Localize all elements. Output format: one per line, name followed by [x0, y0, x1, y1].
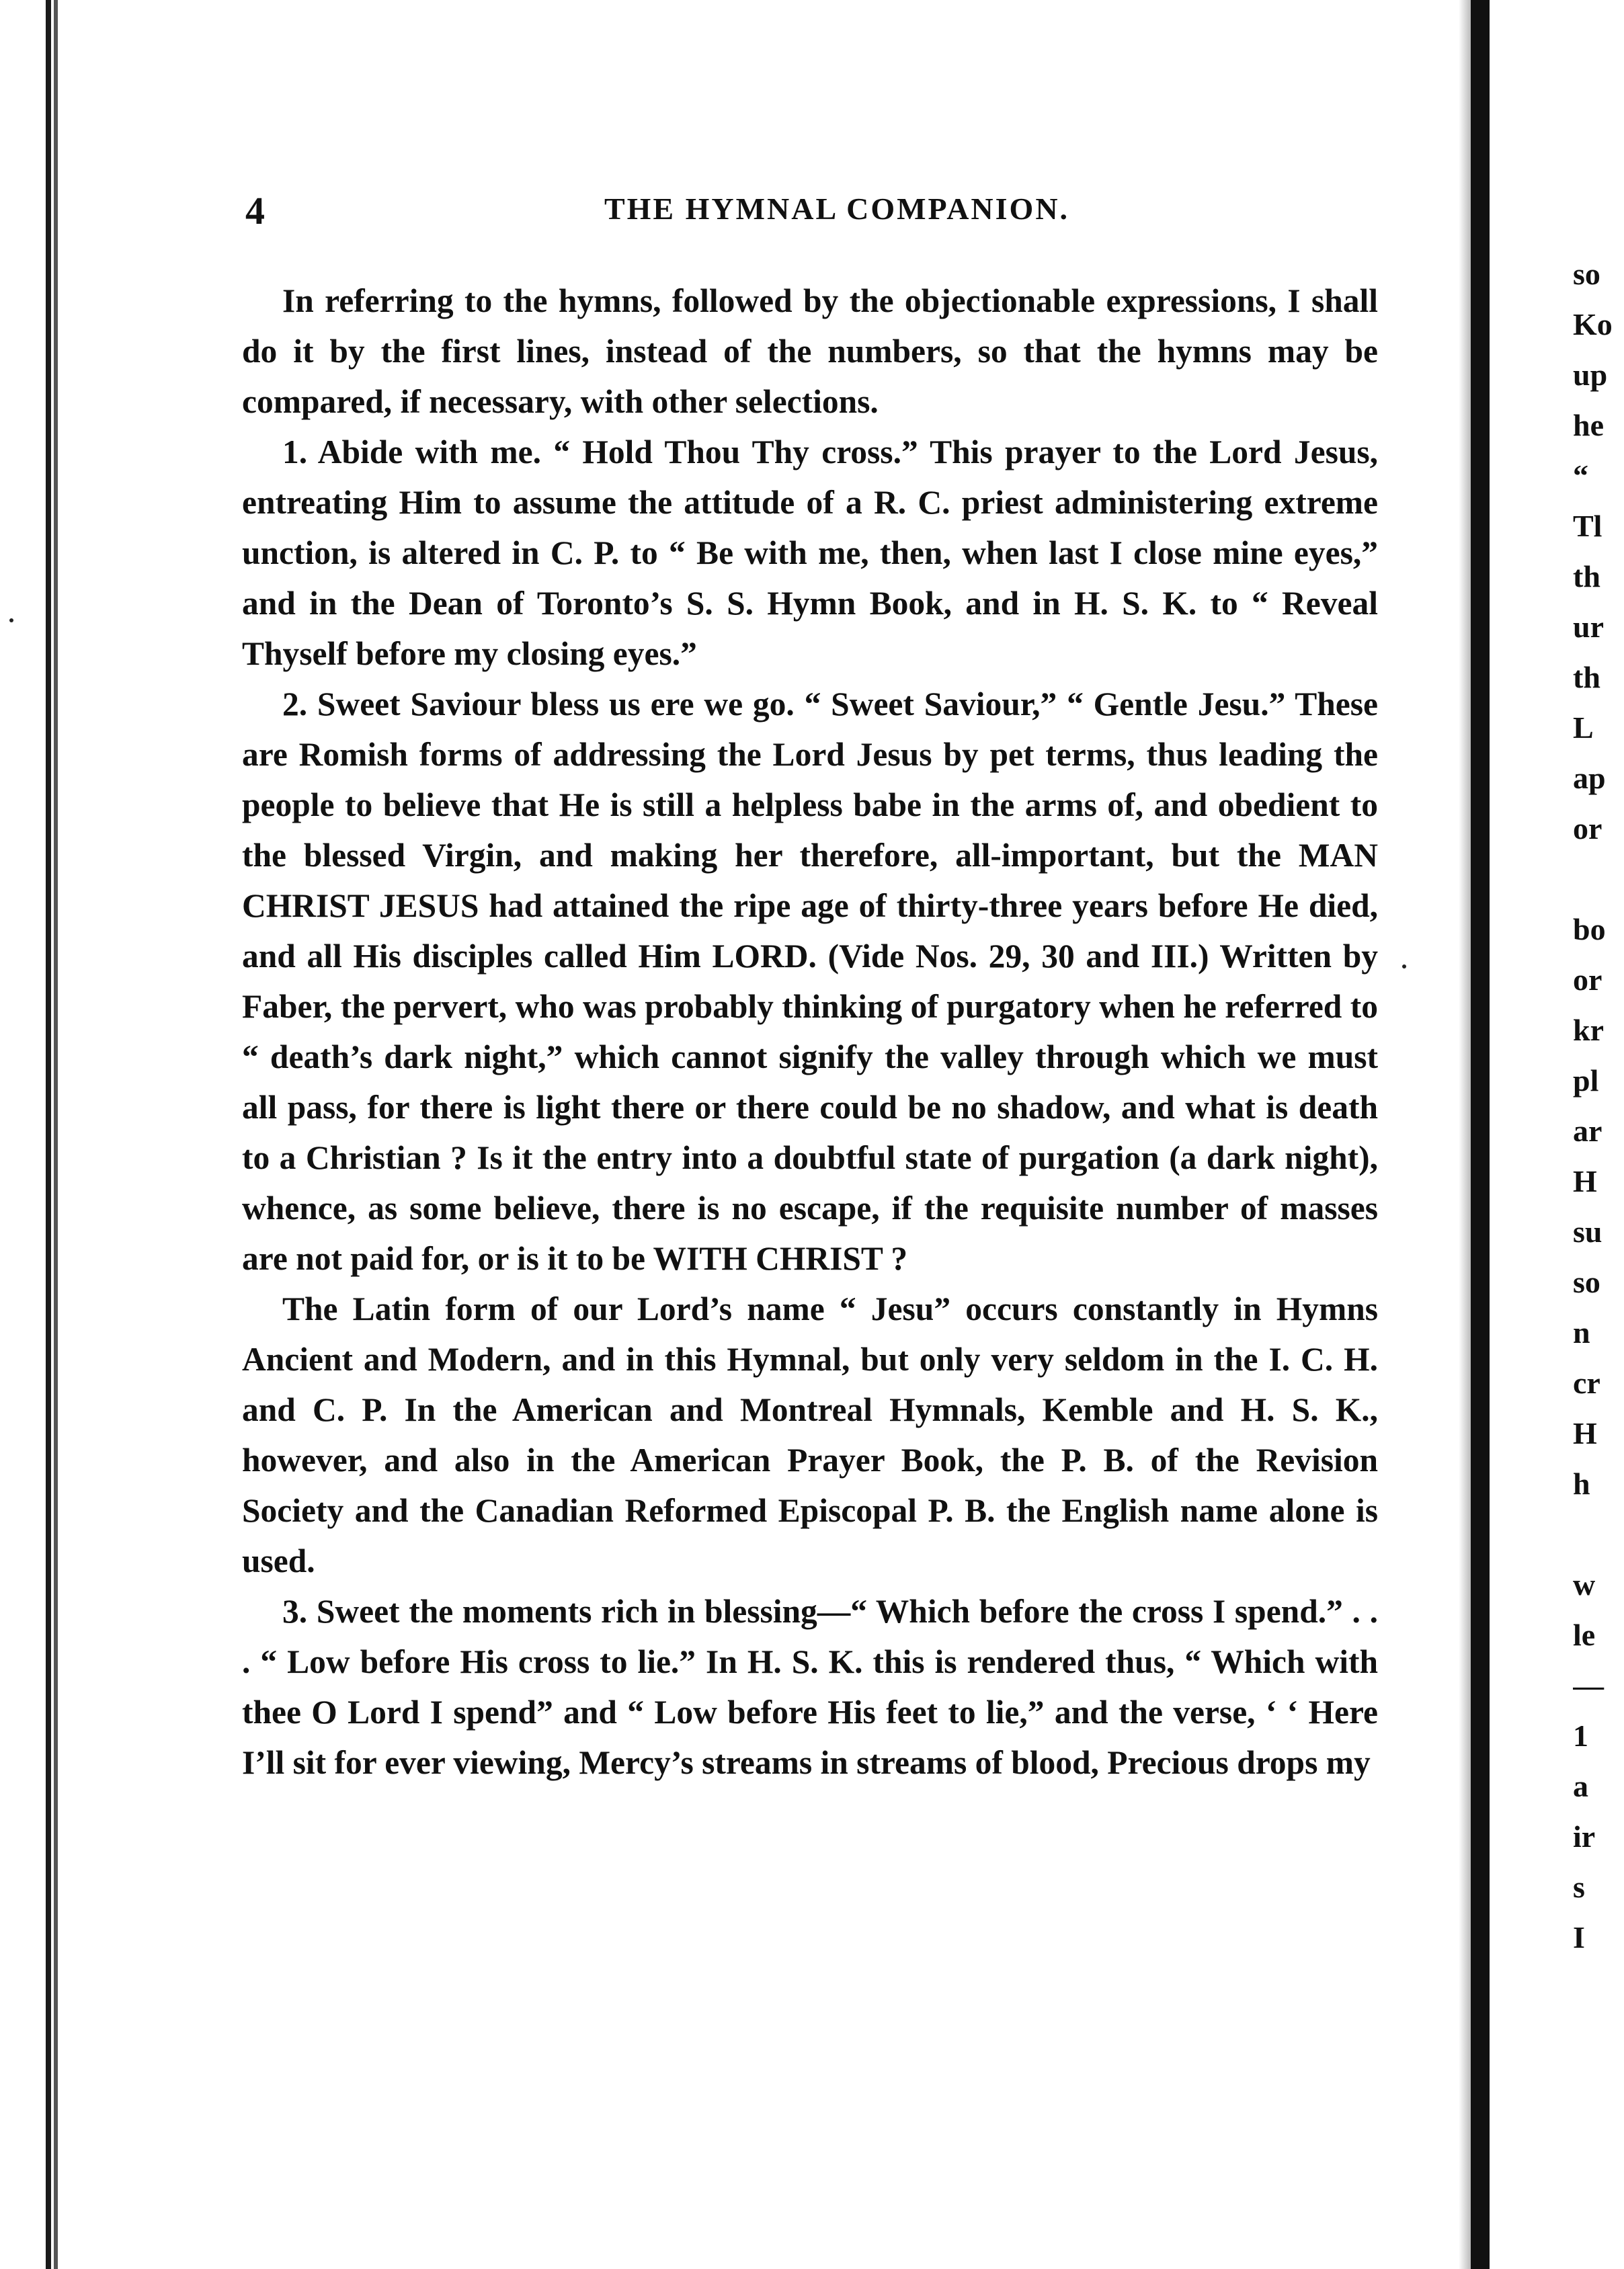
fragment-line: or: [1573, 962, 1602, 997]
fragment-line: s: [1573, 1870, 1585, 1904]
fragment-line: le: [1573, 1618, 1596, 1652]
paragraph-latin-form: The Latin form of our Lord’s name “ Jesu” occurs constantly in Hymns Ancient and Modern, and in this Hymnal, but only very seldom in the I. C. H. and C. P. In the American and Montreal Hymnals, Kemble and H. S. K., however, and also in the American Prayer Book, the P. B. of the Revision Society and the Canadian Reformed Episcopal P. B. the English name alone is used.: [242, 1290, 1378, 1579]
facing-page-fragments: [1573, 249, 1624, 1963]
fragment-line: “: [1573, 458, 1588, 493]
fragment-line: 1: [1573, 1719, 1588, 1753]
fragment-line: ar: [1573, 1114, 1602, 1148]
fragment-line: kr: [1573, 1013, 1604, 1047]
fragment-line: L: [1573, 710, 1594, 745]
scan-speck: [9, 618, 13, 622]
book-gutter: [1471, 0, 1490, 2269]
body-text: [242, 276, 1378, 1788]
paragraph-hymn-3: 3. Sweet the moments rich in blessing—“ Which before the cross I spend.” . . . “ Low before His cross to lie.” In H. S. K. this is rendered thus, “ Which with thee O Lord I spend” and “ Low before His feet to lie,” and the verse, ‘ ‘ Here I’ll sit for ever viewing, Mercy’s streams in streams of blood, Precious drops my: [242, 1593, 1378, 1781]
fragment-line: Ko: [1573, 307, 1613, 341]
scan-speck: [1402, 964, 1406, 968]
page-header: [242, 181, 1378, 242]
fragment-line: so: [1573, 257, 1600, 291]
running-head: THE HYMNAL COMPANION.: [604, 192, 1070, 226]
left-page-edge-line: [46, 0, 51, 2269]
fragment-line: ap: [1573, 761, 1606, 795]
scan-left-margin: [0, 0, 15, 2269]
fragment-line: w: [1573, 1567, 1596, 1602]
fragment-line: or: [1573, 811, 1602, 845]
fragment-line: th: [1573, 660, 1600, 694]
gutter-shadow: [1459, 0, 1471, 2269]
fragment-line: —: [1573, 1668, 1604, 1702]
fragment-line: up: [1573, 358, 1608, 392]
fragment-line: [1573, 1509, 1624, 1559]
fragment-line: [1573, 854, 1624, 904]
paragraph-hymn-1: 1. Abide with me. “ Hold Thou Thy cross.” This prayer to the Lord Jesus, entreating Him to assume the attitude of a R. C. priest administering extreme unction, is altered in C. P. to “ Be with me, then, when last I close mine eyes,” and in the Dean of Toronto’s S. S. Hymn Book, and in H. S. K. to “ Reveal Thyself before my closing eyes.”: [242, 434, 1378, 672]
page-number: 4: [245, 189, 265, 233]
book-page: [242, 181, 1378, 1788]
fragment-line: so: [1573, 1265, 1600, 1299]
fragment-line: cr: [1573, 1366, 1600, 1400]
fragment-line: h: [1573, 1467, 1590, 1501]
fragment-line: H: [1573, 1164, 1597, 1198]
fragment-line: th: [1573, 559, 1600, 593]
fragment-line: su: [1573, 1214, 1602, 1249]
left-page-edge-shadow: [54, 0, 58, 2269]
fragment-line: I: [1573, 1920, 1585, 1954]
fragment-line: a: [1573, 1769, 1588, 1803]
fragment-line: pl: [1573, 1063, 1599, 1098]
fragment-line: ur: [1573, 610, 1604, 644]
fragment-line: H: [1573, 1416, 1597, 1450]
fragment-line: n: [1573, 1315, 1590, 1350]
paragraph-hymn-2: 2. Sweet Saviour bless us ere we go. “ Sweet Saviour,” “ Gentle Jesu.” These are Romish forms of addressing the Lord Jesus by pet terms, thus leading the people to believe that He is still a helpless babe in the arms of, and obedient to the blessed Virgin, and making her therefore, all-important, but the MAN CHRIST JESUS had attained the ripe age of thirty-three years before He died, and all His disciples called Him LORD. (Vide Nos. 29, 30 and III.) Written by Faber, the pervert, who was probably thinking of purgatory when he referred to “ death’s dark night,” which cannot signify the valley through which we must all pass, for there is light there or there could be no shadow, and what is death to a Christian ? Is it the entry into a doubtful state of purgation (a dark night), whence, as some believe, there is no escape, if the requisite number of masses are not paid for, or is it to be WITH CHRIST ?: [242, 686, 1378, 1277]
fragment-line: he: [1573, 408, 1604, 442]
fragment-line: ir: [1573, 1819, 1596, 1854]
paragraph-intro: In referring to the hymns, followed by the objectionable expressions, I shall do it by the first lines, instead of the numbers, so that the hymns may be compared, if necessary, with other selections.: [242, 282, 1378, 420]
fragment-line: Tl: [1573, 509, 1602, 543]
fragment-line: bo: [1573, 912, 1606, 946]
